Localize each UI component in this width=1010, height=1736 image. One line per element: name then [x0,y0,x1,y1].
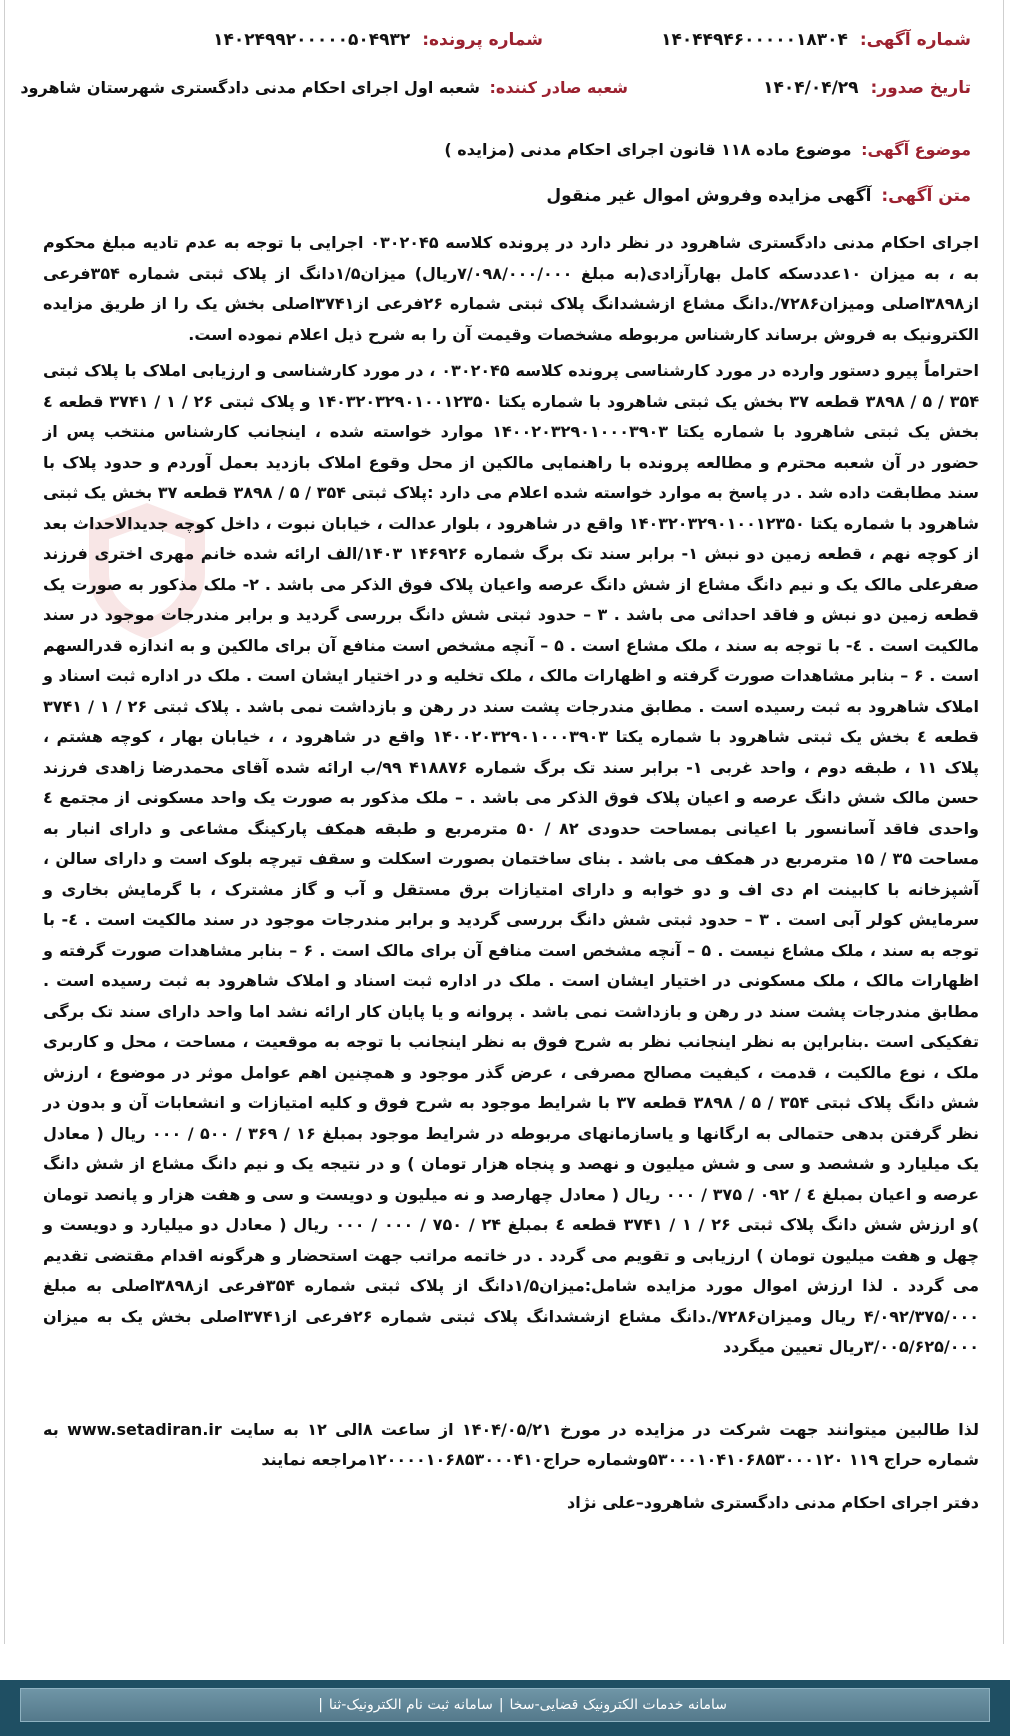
case-number: ۱۴۰۲۴۹۹۲۰۰۰۰۰۵۰۴۹۳۲ [213,30,411,50]
subject-label: موضوع آگهی: [861,140,971,159]
subject: موضوع ماده ۱۱۸ قانون اجرای احکام مدنی (مزایده ) [444,140,852,159]
expert-report-paragraph: احتراماً پیرو دستور وارده در مورد کارشناسی پرونده کلاسه ۰۳۰۲۰۴۵ ، در مورد کارشناسی و ارزیابی املاک با پلاک ثبتی ۳۵۴ / ۵ / ۳۸۹۸ قطعه ۳۷ بخش یک ثبتی شاهرود با شماره یکتا ۱۴۰۳۲۰۳۲۹۰۱۰۰۱۲۳۵۰ و پلاک ثبتی ۲۶ / ۱ / ۳۷۴۱ قطعه ٤ بخش یک ثبتی شاهرود با شماره یکتا ۱۴۰۰۲۰۳۲۹۰۱۰۰۰۳۹۰۳ موارد خواسته شده ، اینجانب کارشناس منتخب پس از حضور در آن شعبه محترم و مطالعه پرونده با راهنمایی مالکین از محل وقوع املاک بازدید بعمل آوردم و حدود پلاک با سند مطابقت داده شد . در پاسخ به موارد خواسته شده اعلام می دارد :پلاک ثبتی ۳۵۴ / ۵ / ۳۸۹۸ قطعه ۳۷ بخش یک ثبتی شاهرود با شماره یکتا ۱۴۰۳۲۰۳۲۹۰۱۰۰۱۲۳۵۰ واقع در شاهرود ، بلوار عدالت ، خیابان نبوت ، داخل کوچه جدیدالاحداث بعد از کوچه نهم ، قطعه زمین دو نبش ۱- برابر سند تک برگ شماره ۱۴۶۹۲۶ ۱۴۰۳/الف ارائه شده خانم مهری اختری فرزند صفرعلی مالک یک و نیم دانگ مشاع از شش دانگ عرصه واعیان پلاک فوق الذکر می باشد . ۲- ملک مذکور به صورت یک قطعه زمین دو نبش و فاقد احداثی می باشد . ۳ – حدود ثبتی شش دانگ بررسی گردید و برابر مندرجات موجود در سند مالکیت است . ٤- با توجه به سند ، ملک مشاع است . ۵ – آنچه مشخص است منافع آن برای مالکین و به اندازه قدرالسهم است . ۶ – بنابر مشاهدات صورت گرفته و اظهارات مالک ، ملک تخلیه و در اختیار ایشان است . ملک در اداره ثبت اسناد و املاک شاهرود به ثبت رسیده است . مطابق مندرجات پشت سند در رهن و بازداشت نمی باشد . پلاک ثبتی ۲۶ / ۱ / ۳۷۴۱ قطعه ٤ بخش یک ثبتی شاهرود با شماره یکتا ۱۴۰۰۲۰۳۲۹۰۱۰۰۰۳۹۰۳ واقع در شاهرود ، ، خیابان بهار ، کوچه هشتم ، پلاک ۱۱ ، طبقه دوم ، واحد غربی ۱- برابر سند تک برگ شماره ۴۱۸۸۷۶ ۹۹/ب ارائه شده آقای محمدرضا زاهدی فرزند حسن مالک شش دانگ عرصه و اعیان پلاک فوق الذکر می باشد . – ملک مذکور به صورت یک واحد مسکونی از مجتمع ٤ واحدی فاقد آسانسور با اعیانی بمساحت حدودی ۸۲ / ۵۰ مترمربع و طبقه همکف پارکینگ مشاعی و دارای انبار به مساحت ۳۵ / ۱۵ مترمربع در همکف می باشد . بنای ساختمان بصورت اسکلت و سقف تیرچه بلوک است و دارای سالن ، آشپزخانه با کابینت ام دی اف و دو خوابه و دارای امتیازات برق مستقل و آب و گاز مشترک ، با گرمایش بخاری و سرمایش کولر آبی است . ۳ – حدود ثبتی شش دانگ بررسی گردید و برابر مندرجات موجود در سند مالکیت است . ٤- با توجه به سند ، ملک مشاع نیست . ۵ – آنچه مشخص است منافع آن برای مالک است . ۶ – بنابر مشاهدات صورت گرفته و اظهارات مالک ، ملک مسکونی در اختیار ایشان است . ملک در اداره ثبت اسناد و املاک شاهرود به ثبت رسیده است . مطابق مندرجات پشت سند در رهن و بازداشت نمی باشد . پروانه و یا پایان کار ارائه نشد اما واحد دارای سند تک برگی تفکیکی است .بنابراین به نظر اینجانب نظر به شرح فوق به نظر اینجانب با توجه به موقعیت ، مساحت ، محل و کاربری ملک ، نوع مالکیت ، قدمت ، کیفیت مصالح مصرفی ، عرض گذر موجود و همچنین اهم عوامل موثر در موضوع ، ارزش شش دانگ پلاک ثبتی ۳۵۴ / ۵ / ۳۸۹۸ قطعه ۳۷ با شرایط موجود به شرح فوق و کلیه امتیازات و انشعابات آن و بدون در نظر گرفتن بدهی حتمالی به ارگانها و یاسازمانهای مربوطه در شرایط موجود بمبلغ ۱۶ / ۳۶۹ / ۵۰۰ / ۰۰۰ ریال ( معادل یک میلیارد و ششصد و سی و شش میلیون و نهصد و پنجاه هزار تومان ) و در نتیجه یک و نیم دانگ مشاع از شش دانگ عرصه و اعیان بمبلغ ٤ / ۰۹۲ / ۳۷۵ / ۰۰۰ ریال ( معادل چهارصد و نه میلیون و دویست و سی و هفت هزار و پانصد تومان )و ارزش شش دانگ پلاک ثبتی ۲۶ / ۱ / ۳۷۴۱ قطعه ٤ بمبلغ ۲۴ / ۷۵۰ / ۰۰۰ / ۰۰۰ ریال ( معادل دو میلیارد و دویست و چهل و هفت میلیون تومان ) ارزیابی و تقویم می گردد . در خاتمه مراتب جهت استحضار و هرگونه اقدام مقتضی تقدیم می گردد . لذا ارزش اموال مورد مزایده شامل:میزان۱/۵دانگ از پلاک ثبتی شماره ۳۵۴فرعی از۳۸۹۸اصلی به مبلغ ۴/۰۹۲/۳۷۵/۰۰۰ ریال ومیزان۷۲۸۶/.دانگ مشاع ازششدانگ پلاک ثبتی شماره ۲۶فرعی از۳۷۴۱اصلی بخش یک به میزان ۳/۰۰۵/۶۲۵/۰۰۰ریال تعیین میگردد [43,361,980,1356]
case-number-label: شماره پرونده: [422,30,543,50]
text-label: متن آگهی: [881,186,971,206]
subject-row [444,140,971,159]
text-title-row [546,186,971,206]
notice-body [43,228,979,1518]
signature: دفتر اجرای احکام مدنی دادگستری شاهرود–علی نژاد [567,1492,979,1512]
intro-paragraph: اجرای احکام مدنی دادگستری شاهرود در نظر دارد در پرونده کلاسه ۰۳۰۲۰۴۵ اجرایی با توجه به عدم تادیه مبلغ محکوم به ، به میزان ۱۰عددسکه کامل بهارآزادی(به مبلغ ۷/۰۹۸/۰۰۰/۰۰۰ریال) میزان۱/۵دانگ از پلاک ثبتی شماره ۳۵۴فرعی از۳۸۹۸اصلی ومیزان۷۲۸۶/.دانگ مشاع ازششدانگ پلاک ثبتی شماره ۲۶فرعی از۳۷۴۱اصلی بخش یک را از طریق مزایده الکترونیک به فروش برساند کارشناس مربوطه مشخصات وقیمت آن را به شرح ذیل اعلام نموده است. [43,233,980,344]
issuing-branch: شعبه اول اجرای احکام مدنی دادگستری شهرستان شاهرود [20,78,480,97]
issuing-branch-row [20,78,628,97]
footer-links [20,1688,990,1722]
issue-date: ۱۴۰۴/۰۴/۲۹ [763,78,859,98]
auction-instructions-paragraph: لذا طالبین میتوانند جهت شرکت در مزایده در مورخ ۱۴۰۴/۰۵/۲۱ از ساعت ۸الی ۱۲ به سایت www.setadiran.ir به شماره حراج ۱۱۹ ۵۳۰۰۰۱۰۴۱۰۶۸۵۳۰۰۰۱۲۰وشماره حراج۱۲۰۰۰۰۱۰۶۸۵۳۰۰۰۴۱۰مراجعه نمایند [43,1419,980,1469]
paragraph-gap [43,1363,979,1415]
notice-page [4,0,1004,1644]
footer-link-sakha[interactable]: سامانه خدمات الکترونیک قضایی-سخا [509,1697,727,1713]
text-title: آگهی مزایده وفروش اموال غیر منقول [546,186,872,206]
issue-date-row [763,78,971,98]
case-number-row [213,30,543,50]
footer-link-sana[interactable]: سامانه ثبت نام الکترونیک-ثنا [328,1697,493,1713]
issue-date-label: تاریخ صدور: [870,78,971,98]
notice-number-label: شماره آگهی: [859,30,971,50]
issuing-branch-label: شعبه صادر کننده: [489,78,628,97]
footer-trailing-separator: | [318,1697,323,1713]
footer-bar [0,1680,1010,1736]
footer-separator: | [498,1697,504,1713]
notice-number-row [661,30,971,50]
notice-number: ۱۴۰۴۴۹۴۶۰۰۰۰۰۱۸۳۰۴ [661,30,848,50]
